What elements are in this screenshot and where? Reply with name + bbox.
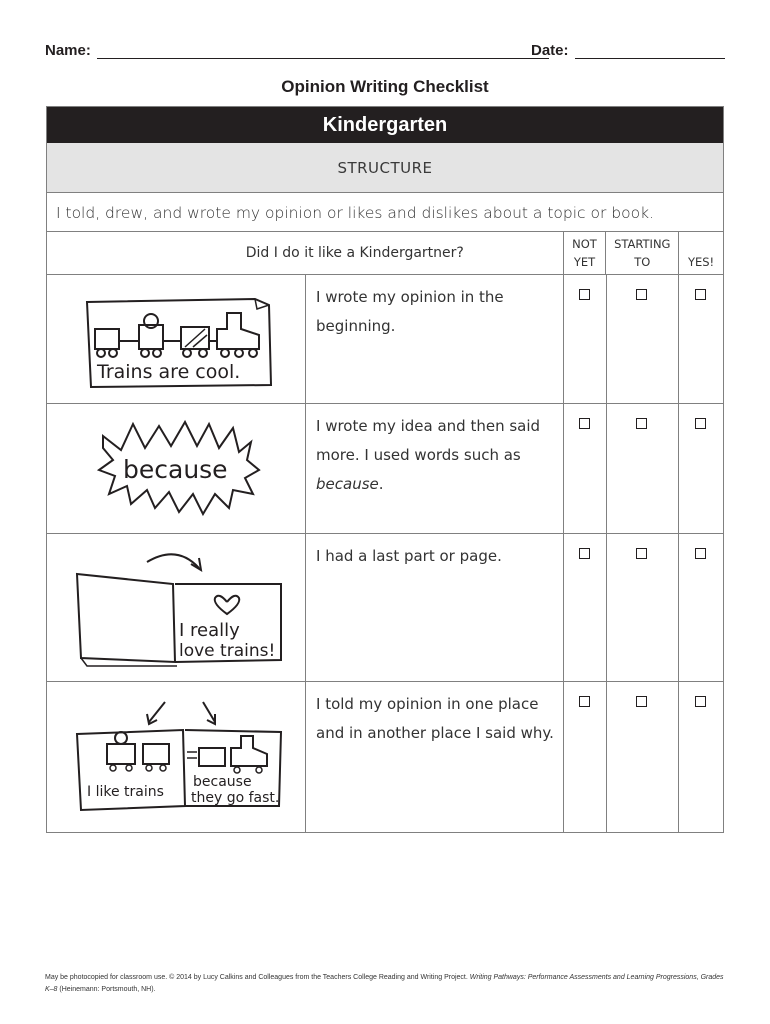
picture-caption-they-go-fast: they go fast. [191, 790, 280, 806]
picture-caption-i-really: I really [179, 620, 240, 641]
row-1-yes-checkbox[interactable] [695, 289, 706, 300]
picture-caption-trains-are-cool: Trains are cool. [97, 361, 241, 383]
picture-caption-because: because [193, 774, 252, 790]
copyright-footer: May be photocopied for classroom use. © 2014 by Lucy Calkins and Colleagues from the Teachers College Reading and Writing Project. Writing Pathways: Performance Assessments and Learning Progressions, Grades K–8 (Heinemann: Portsmouth, NH). [45, 974, 724, 993]
train-book-picture [47, 275, 306, 403]
row-3-text: I had a last part or page. [306, 534, 564, 681]
last-page-picture [47, 534, 306, 681]
picture-caption-because: because [123, 455, 228, 484]
name-field-line[interactable] [97, 58, 549, 59]
two-page-opinion-picture [47, 682, 306, 832]
col-starting-to-header: STARTING TO [606, 232, 679, 274]
header-row [45, 42, 725, 64]
question-header: Did I do it like a Kindergartner? [47, 232, 564, 274]
date-field-line[interactable] [575, 58, 725, 59]
row-3-starting-to-checkbox[interactable] [636, 548, 647, 559]
date-label: Date: [531, 42, 569, 59]
column-header-row [47, 232, 723, 275]
row-1-text: I wrote my opinion in the beginning. [306, 275, 564, 403]
checklist-row-2 [47, 404, 723, 534]
checklist-row-1 [47, 275, 723, 404]
row-4-starting-to-checkbox[interactable] [636, 696, 647, 707]
col-not-yet-header: NOT YET [564, 232, 607, 274]
picture-caption-i-like-trains: I like trains [87, 784, 164, 800]
name-label: Name: [45, 42, 91, 59]
page-title: Opinion Writing Checklist [281, 77, 489, 96]
row-1-not-yet-checkbox[interactable] [579, 289, 590, 300]
row-2-text: I wrote my idea and then said more. I used words such as because. [306, 404, 564, 533]
checklist-row-4 [47, 682, 723, 832]
section-heading: STRUCTURE [47, 143, 723, 193]
picture-caption-love-trains: love trains! [179, 641, 276, 661]
row-4-yes-checkbox[interactable] [695, 696, 706, 707]
row-2-starting-to-checkbox[interactable] [636, 418, 647, 429]
grade-heading: Kindergarten [47, 107, 723, 143]
row-3-yes-checkbox[interactable] [695, 548, 706, 559]
row-1-starting-to-checkbox[interactable] [636, 289, 647, 300]
row-4-not-yet-checkbox[interactable] [579, 696, 590, 707]
col-yes-header: YES! [687, 255, 715, 269]
row-4-text: I told my opinion in one place and in another place I said why. [306, 682, 564, 832]
checklist-table [46, 106, 724, 833]
statement-text: I told, drew, and wrote my opinion or likes and dislikes about a topic or book. [47, 193, 723, 232]
row-2-not-yet-checkbox[interactable] [579, 418, 590, 429]
because-burst-picture [47, 404, 306, 533]
row-3-not-yet-checkbox[interactable] [579, 548, 590, 559]
row-2-yes-checkbox[interactable] [695, 418, 706, 429]
checklist-row-3 [47, 534, 723, 682]
